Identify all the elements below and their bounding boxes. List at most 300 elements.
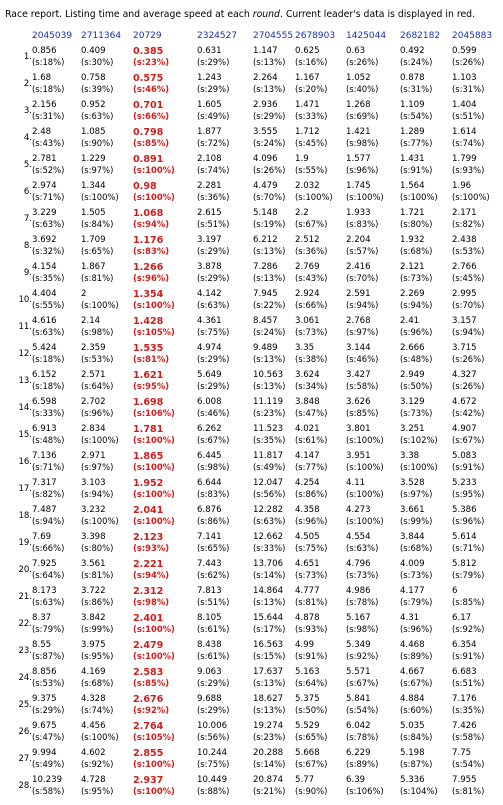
speed-value: (s:29%) xyxy=(197,83,230,94)
speed-value: (s:88%) xyxy=(197,785,230,796)
time-value: 1.068 xyxy=(133,207,164,219)
leader-cell xyxy=(133,637,197,664)
header-row xyxy=(2,29,500,43)
speed-value: (s:29%) xyxy=(197,353,230,364)
time-value: 1.712 xyxy=(295,126,320,137)
competitor-cell xyxy=(253,772,295,799)
speed-value: (s:105%) xyxy=(133,731,175,742)
time-value: 16.563 xyxy=(253,639,284,650)
speed-value: (s:87%) xyxy=(400,758,433,769)
speed-value: (s:47%) xyxy=(295,407,328,418)
round-number: 14. xyxy=(18,402,32,413)
competitor-cell xyxy=(81,151,133,178)
time-value: 2.269 xyxy=(400,288,425,299)
time-value: 5.375 xyxy=(295,693,320,704)
speed-value: (s:79%) xyxy=(452,569,485,580)
competitor-cell xyxy=(253,421,295,448)
speed-value: (s:73%) xyxy=(346,569,379,580)
speed-value: (s:30%) xyxy=(81,56,114,67)
competitor-cell xyxy=(32,151,81,178)
time-value: 20.874 xyxy=(253,774,284,785)
competitor-cell xyxy=(346,718,400,745)
time-value: 9.375 xyxy=(32,693,57,704)
speed-value: (s:85%) xyxy=(133,137,170,148)
report-caption xyxy=(0,0,503,22)
competitor-cell xyxy=(452,43,500,70)
competitor-cell xyxy=(197,745,253,772)
leader-cell xyxy=(133,43,197,70)
speed-value: (s:29%) xyxy=(197,704,230,715)
speed-value: (s:13%) xyxy=(253,272,286,283)
speed-value: (s:22%) xyxy=(253,299,286,310)
speed-value: (s:93%) xyxy=(452,164,485,175)
time-value: 5.386 xyxy=(452,504,477,515)
competitor-cell xyxy=(197,448,253,475)
speed-value: (s:14%) xyxy=(253,758,286,769)
time-value: 19.274 xyxy=(253,720,284,731)
speed-value: (s:70%) xyxy=(346,272,379,283)
competitor-cell xyxy=(253,475,295,502)
competitor-cell xyxy=(32,313,81,340)
competitor-cell xyxy=(197,718,253,745)
leader-cell xyxy=(133,394,197,421)
competitor-cell xyxy=(81,556,133,583)
time-value: 9.688 xyxy=(197,693,222,704)
time-value: 2.14 xyxy=(81,315,101,326)
speed-value: (s:100%) xyxy=(346,191,384,202)
time-value: 8.856 xyxy=(32,666,57,677)
competitor-cell xyxy=(197,43,253,70)
leader-cell xyxy=(133,691,197,718)
competitor-cell xyxy=(253,313,295,340)
competitor-cell xyxy=(32,43,81,70)
time-value: 6.262 xyxy=(197,423,222,434)
competitor-cell xyxy=(32,745,81,772)
competitor-cell xyxy=(197,556,253,583)
competitor-cell xyxy=(400,421,452,448)
competitor-cell xyxy=(253,529,295,556)
speed-value: (s:67%) xyxy=(400,677,433,688)
table-row xyxy=(2,205,500,232)
time-value: 1.535 xyxy=(133,342,164,354)
time-value: 6.445 xyxy=(197,450,222,461)
time-value: 3.103 xyxy=(81,477,106,488)
speed-value: (s:71%) xyxy=(452,542,485,553)
time-value: 1.289 xyxy=(400,126,425,137)
competitor-cell xyxy=(32,367,81,394)
speed-value: (s:96%) xyxy=(400,623,433,634)
speed-value: (s:100%) xyxy=(133,434,175,445)
leader-cell xyxy=(133,583,197,610)
competitor-cell xyxy=(81,502,133,529)
competitor-cell xyxy=(253,745,295,772)
time-value: 1.085 xyxy=(81,126,106,137)
competitor-cell xyxy=(32,70,81,97)
speed-value: (s:61%) xyxy=(295,434,328,445)
speed-value: (s:85%) xyxy=(346,407,379,418)
competitor-cell xyxy=(81,178,133,205)
speed-value: (s:20%) xyxy=(295,83,328,94)
speed-value: (s:47%) xyxy=(32,731,65,742)
speed-value: (s:18%) xyxy=(32,56,65,67)
speed-value: (s:73%) xyxy=(295,326,328,337)
time-value: 5.649 xyxy=(197,369,222,380)
time-value: 9.675 xyxy=(32,720,57,731)
table-row xyxy=(2,232,500,259)
competitor-cell xyxy=(346,367,400,394)
speed-value: (s:34%) xyxy=(295,380,328,391)
competitor-cell xyxy=(32,610,81,637)
speed-value: (s:91%) xyxy=(400,164,433,175)
time-value: 3.427 xyxy=(346,369,371,380)
time-value: 4.602 xyxy=(81,747,106,758)
time-value: 1.721 xyxy=(400,207,425,218)
competitor-cell xyxy=(452,556,500,583)
speed-value: (s:91%) xyxy=(295,650,328,661)
speed-value: (s:94%) xyxy=(32,515,65,526)
speed-value: (s:100%) xyxy=(81,191,119,202)
competitor-cell xyxy=(32,691,81,718)
time-value: 8.105 xyxy=(197,612,222,623)
competitor-cell xyxy=(452,97,500,124)
time-value: 7.136 xyxy=(32,450,57,461)
speed-value: (s:67%) xyxy=(295,758,328,769)
speed-value: (s:78%) xyxy=(346,731,379,742)
competitor-cell xyxy=(81,43,133,70)
time-value: 5.148 xyxy=(253,207,278,218)
table-row xyxy=(2,70,500,97)
speed-value: (s:92%) xyxy=(452,623,485,634)
competitor-cell xyxy=(197,610,253,637)
speed-value: (s:73%) xyxy=(295,569,328,580)
time-value: 5.812 xyxy=(452,558,477,569)
speed-value: (s:94%) xyxy=(133,569,170,580)
competitor-cell xyxy=(295,367,346,394)
time-value: 0.575 xyxy=(133,72,164,84)
competitor-cell xyxy=(197,394,253,421)
competitor-cell xyxy=(346,394,400,421)
table-row xyxy=(2,43,500,70)
competitor-cell xyxy=(32,529,81,556)
speed-value: (s:74%) xyxy=(81,704,114,715)
time-value: 2.936 xyxy=(253,99,278,110)
time-value: 3.878 xyxy=(197,261,222,272)
competitor-cell xyxy=(253,205,295,232)
leader-cell xyxy=(133,448,197,475)
speed-value: (s:106%) xyxy=(133,407,175,418)
time-value: 2.591 xyxy=(346,288,371,299)
table-row xyxy=(2,259,500,286)
table-row xyxy=(2,421,500,448)
speed-value: (s:56%) xyxy=(197,731,230,742)
race-table-body xyxy=(2,43,500,799)
time-value: 3.251 xyxy=(400,423,425,434)
round-number: 24. xyxy=(18,672,32,683)
competitor-cell xyxy=(253,583,295,610)
time-value: 1.564 xyxy=(400,180,425,191)
speed-value: (s:51%) xyxy=(197,218,230,229)
speed-value: (s:49%) xyxy=(197,110,230,121)
caption-emphasis: round xyxy=(252,9,280,20)
speed-value: (s:26%) xyxy=(452,380,485,391)
speed-value: (s:98%) xyxy=(133,596,170,607)
time-value: 0.856 xyxy=(32,45,57,56)
speed-value: (s:98%) xyxy=(346,137,379,148)
time-value: 2.401 xyxy=(133,612,164,624)
competitor-cell xyxy=(400,340,452,367)
time-value: 7.487 xyxy=(32,504,57,515)
speed-value: (s:29%) xyxy=(197,677,230,688)
leader-cell xyxy=(133,151,197,178)
leader-cell xyxy=(133,205,197,232)
competitor-cell xyxy=(400,664,452,691)
time-value: 3.229 xyxy=(32,207,57,218)
time-value: 4.328 xyxy=(81,693,106,704)
competitor-cell xyxy=(400,637,452,664)
time-value: 3.555 xyxy=(253,126,278,137)
time-value: 1.781 xyxy=(133,423,164,435)
competitor-cell xyxy=(295,124,346,151)
competitor-cell xyxy=(346,529,400,556)
speed-value: (s:51%) xyxy=(197,596,230,607)
speed-value: (s:36%) xyxy=(295,245,328,256)
round-number: 5. xyxy=(23,159,32,170)
table-row xyxy=(2,529,500,556)
time-value: 5.614 xyxy=(452,531,477,542)
time-value: 1.577 xyxy=(346,153,371,164)
time-value: 1.865 xyxy=(133,450,164,462)
competitor-cell xyxy=(346,43,400,70)
time-value: 6.598 xyxy=(32,396,57,407)
leader-cell xyxy=(133,664,197,691)
speed-value: (s:43%) xyxy=(32,137,65,148)
speed-value: (s:57%) xyxy=(346,245,379,256)
competitor-cell xyxy=(346,97,400,124)
speed-value: (s:56%) xyxy=(253,488,286,499)
speed-value: (s:29%) xyxy=(197,56,230,67)
competitor-cell xyxy=(452,70,500,97)
competitor-cell xyxy=(295,286,346,313)
competitor-cell xyxy=(452,502,500,529)
competitor-cell xyxy=(400,151,452,178)
speed-value: (s:100%) xyxy=(81,515,119,526)
time-value: 0.98 xyxy=(133,180,157,192)
competitor-cell xyxy=(32,205,81,232)
round-number: 3. xyxy=(23,105,32,116)
time-value: 5.233 xyxy=(452,477,477,488)
speed-value: (s:64%) xyxy=(81,380,114,391)
speed-value: (s:100%) xyxy=(133,623,175,634)
competitor-cell xyxy=(295,259,346,286)
competitor-cell xyxy=(32,556,81,583)
competitor-cell xyxy=(400,502,452,529)
competitor-cell xyxy=(452,745,500,772)
competitor-cell xyxy=(346,448,400,475)
time-value: 20.288 xyxy=(253,747,284,758)
speed-value: (s:71%) xyxy=(32,461,65,472)
time-value: 3.842 xyxy=(81,612,106,623)
speed-value: (s:100%) xyxy=(133,515,175,526)
speed-value: (s:29%) xyxy=(197,272,230,283)
speed-value: (s:55%) xyxy=(32,299,65,310)
competitor-cell xyxy=(295,475,346,502)
time-value: 3.528 xyxy=(400,477,425,488)
competitor-cell xyxy=(253,178,295,205)
speed-value: (s:66%) xyxy=(295,299,328,310)
time-value: 5.529 xyxy=(295,720,320,731)
competitor-cell xyxy=(253,502,295,529)
speed-value: (s:31%) xyxy=(32,110,65,121)
time-value: 4.142 xyxy=(197,288,222,299)
competitor-cell xyxy=(346,70,400,97)
competitor-cell xyxy=(197,151,253,178)
speed-value: (s:26%) xyxy=(452,353,485,364)
time-value: 0.63 xyxy=(346,45,366,56)
speed-value: (s:77%) xyxy=(400,137,433,148)
speed-value: (s:63%) xyxy=(32,218,65,229)
time-value: 2.615 xyxy=(197,207,222,218)
competitor-cell xyxy=(197,340,253,367)
speed-value: (s:74%) xyxy=(452,137,485,148)
time-value: 10.449 xyxy=(197,774,228,785)
leader-cell xyxy=(133,745,197,772)
time-value: 1.354 xyxy=(133,288,164,300)
competitor-cell xyxy=(197,286,253,313)
speed-value: (s:71%) xyxy=(32,191,65,202)
competitor-cell xyxy=(81,205,133,232)
competitor-cell xyxy=(295,745,346,772)
competitor-cell xyxy=(400,286,452,313)
competitor-cell xyxy=(400,70,452,97)
time-value: 1.268 xyxy=(346,99,371,110)
speed-value: (s:70%) xyxy=(452,299,485,310)
round-number: 16. xyxy=(18,456,32,467)
round-number: 26. xyxy=(18,726,32,737)
speed-value: (s:79%) xyxy=(400,596,433,607)
table-row xyxy=(2,691,500,718)
speed-value: (s:13%) xyxy=(253,56,286,67)
competitor-cell xyxy=(81,718,133,745)
time-value: 9.063 xyxy=(197,666,222,677)
competitor-cell xyxy=(452,610,500,637)
time-value: 1.867 xyxy=(81,261,106,272)
speed-value: (s:100%) xyxy=(400,461,438,472)
competitor-cell xyxy=(197,637,253,664)
time-value: 4.361 xyxy=(197,315,222,326)
competitor-cell xyxy=(197,772,253,799)
speed-value: (s:68%) xyxy=(400,245,433,256)
competitor-cell xyxy=(81,70,133,97)
speed-value: (s:89%) xyxy=(400,650,433,661)
leader-cell xyxy=(133,556,197,583)
time-value: 2.123 xyxy=(133,531,164,543)
speed-value: (s:54%) xyxy=(346,704,379,715)
competitor-cell xyxy=(32,259,81,286)
time-value: 8.438 xyxy=(197,639,222,650)
speed-value: (s:51%) xyxy=(452,677,485,688)
time-value: 2.702 xyxy=(81,396,106,407)
speed-value: (s:13%) xyxy=(253,353,286,364)
speed-value: (s:35%) xyxy=(452,704,485,715)
competitor-cell xyxy=(452,178,500,205)
speed-value: (s:54%) xyxy=(452,758,485,769)
time-value: 0.492 xyxy=(400,45,425,56)
speed-value: (s:96%) xyxy=(81,407,114,418)
time-value: 4.147 xyxy=(295,450,320,461)
speed-value: (s:16%) xyxy=(295,56,328,67)
speed-value: (s:72%) xyxy=(197,137,230,148)
competitor-cell xyxy=(452,124,500,151)
time-value: 5.035 xyxy=(400,720,425,731)
time-value: 1.505 xyxy=(81,207,106,218)
time-value: 2.204 xyxy=(346,234,371,245)
time-value: 3.626 xyxy=(346,396,371,407)
speed-value: (s:77%) xyxy=(295,461,328,472)
competitor-cell xyxy=(197,691,253,718)
competitor-cell xyxy=(253,691,295,718)
speed-value: (s:40%) xyxy=(346,83,379,94)
speed-value: (s:100%) xyxy=(133,758,175,769)
speed-value: (s:45%) xyxy=(452,272,485,283)
leader-cell xyxy=(133,313,197,340)
time-value: 3.801 xyxy=(346,423,371,434)
time-value: 2.108 xyxy=(197,153,222,164)
time-value: 3.197 xyxy=(197,234,222,245)
speed-value: (s:100%) xyxy=(133,461,175,472)
speed-value: (s:23%) xyxy=(253,731,286,742)
table-row xyxy=(2,583,500,610)
time-value: 5.77 xyxy=(295,774,315,785)
competitor-cell xyxy=(346,745,400,772)
competitor-cell xyxy=(197,583,253,610)
speed-value: (s:98%) xyxy=(81,326,114,337)
time-value: 1.932 xyxy=(400,234,425,245)
speed-value: (s:93%) xyxy=(295,623,328,634)
competitor-cell xyxy=(295,205,346,232)
competitor-cell xyxy=(197,502,253,529)
speed-value: (s:100%) xyxy=(295,191,333,202)
time-value: 1.109 xyxy=(400,99,425,110)
speed-value: (s:104%) xyxy=(400,785,438,796)
time-value: 2.855 xyxy=(133,747,164,759)
speed-value: (s:36%) xyxy=(197,191,230,202)
table-row xyxy=(2,448,500,475)
competitor-cell xyxy=(81,529,133,556)
time-value: 4.667 xyxy=(400,666,425,677)
speed-value: (s:68%) xyxy=(400,542,433,553)
time-value: 7.443 xyxy=(197,558,222,569)
speed-value: (s:38%) xyxy=(295,353,328,364)
competitor-cell xyxy=(295,529,346,556)
competitor-cell xyxy=(81,637,133,664)
competitor-cell xyxy=(346,313,400,340)
time-value: 6.39 xyxy=(346,774,366,785)
time-value: 10.244 xyxy=(197,747,228,758)
competitor-cell xyxy=(346,610,400,637)
competitor-cell xyxy=(400,718,452,745)
time-value: 5.198 xyxy=(400,747,425,758)
time-value: 7.813 xyxy=(197,585,222,596)
speed-value: (s:87%) xyxy=(32,650,65,661)
time-value: 3.35 xyxy=(295,342,315,353)
competitor-cell xyxy=(452,583,500,610)
round-number: 18. xyxy=(18,510,32,521)
table-row xyxy=(2,637,500,664)
table-row xyxy=(2,178,500,205)
speed-value: (s:70%) xyxy=(253,191,286,202)
time-value: 5.841 xyxy=(346,693,371,704)
time-value: 4.554 xyxy=(346,531,371,542)
